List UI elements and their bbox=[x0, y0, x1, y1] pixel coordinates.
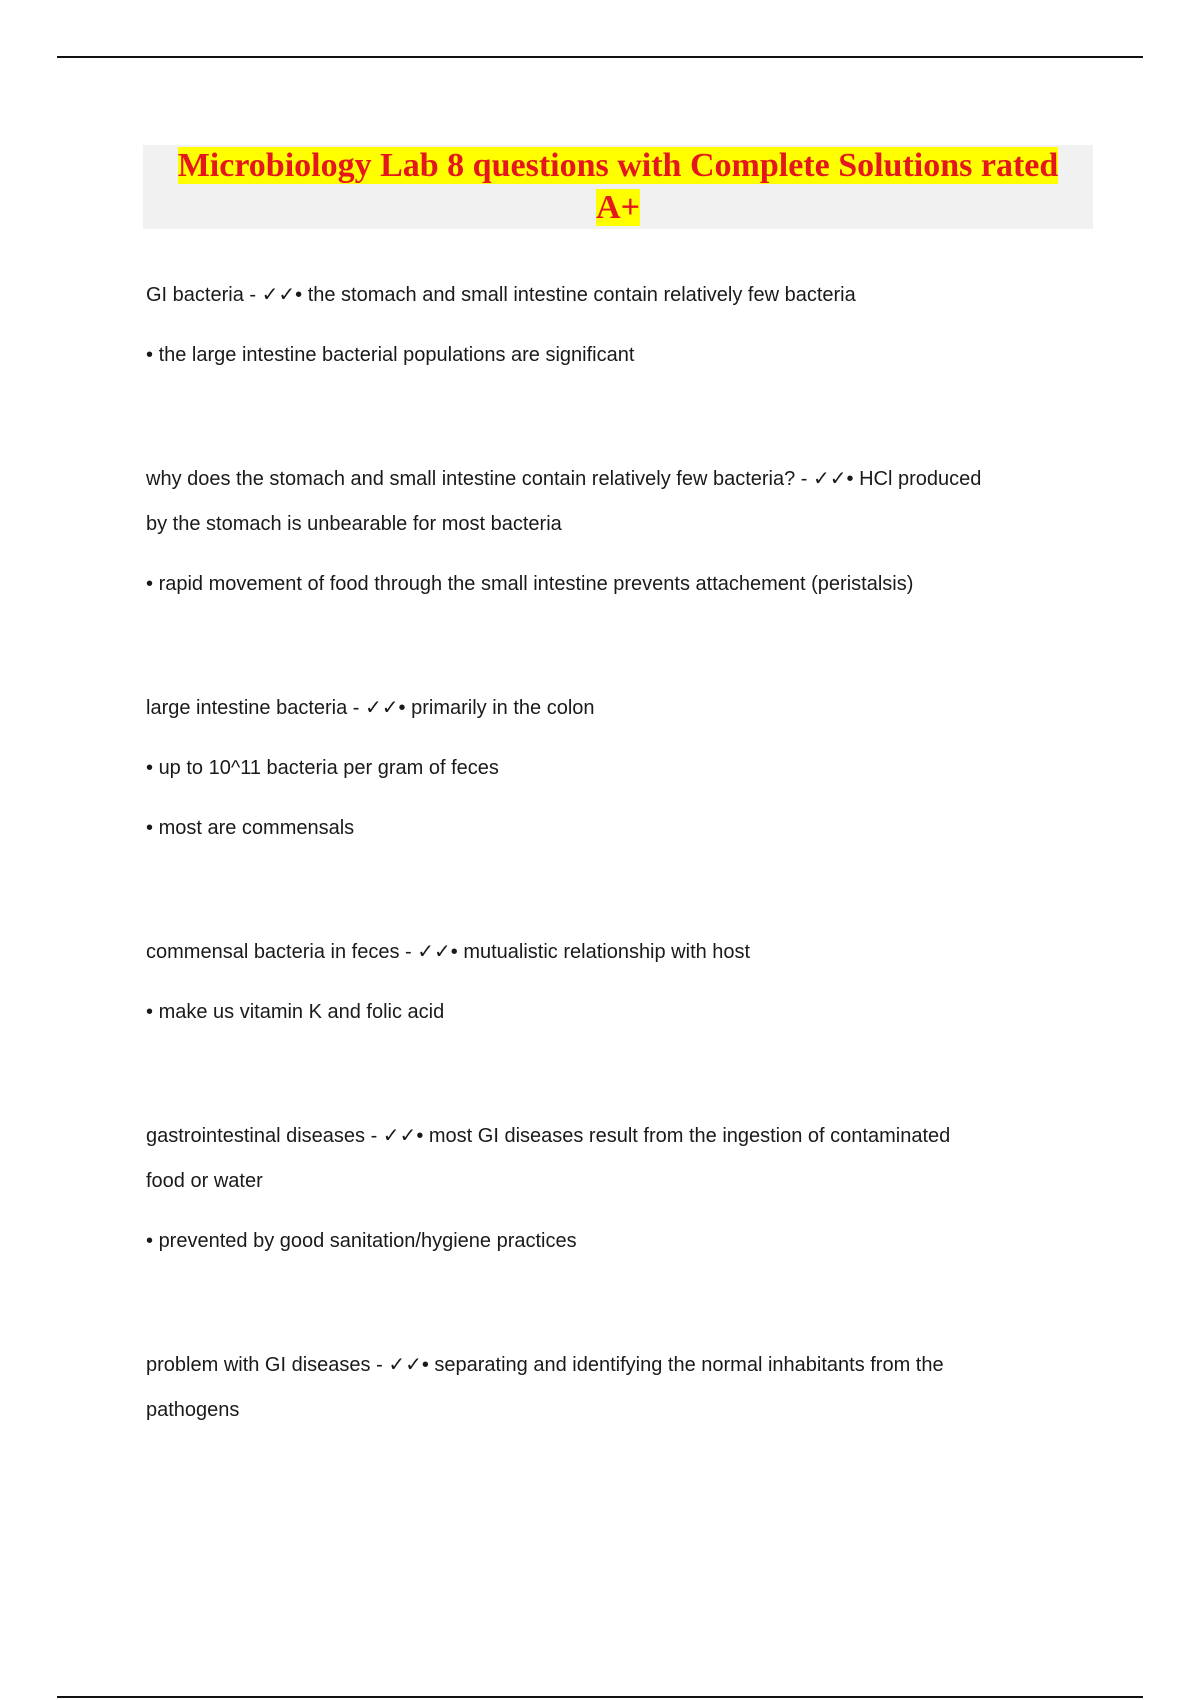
qa-term: commensal bacteria in feces bbox=[146, 941, 400, 963]
qa-bullet: • most are commensals bbox=[146, 817, 355, 839]
qa-bullet: • rapid movement of food through the small intestine prevents attachement (peristalsis) bbox=[146, 573, 914, 595]
qa-term: gastrointestinal diseases bbox=[146, 1125, 366, 1147]
qa-item bbox=[146, 929, 1096, 1035]
qa-term: GI bacteria bbox=[146, 284, 244, 306]
qa-bullet: • make us vitamin K and folic acid bbox=[146, 1001, 445, 1023]
qa-answer-continued: by the stomach is unbearable for most bacteria bbox=[146, 513, 562, 535]
qa-answer: primarily in the colon bbox=[411, 697, 595, 719]
qa-term: large intestine bacteria bbox=[146, 697, 348, 719]
qa-question-line: problem with GI diseases - ✓✓• separating and identifying the normal inhabitants from the bbox=[146, 1352, 944, 1376]
check-icon: ✓✓ bbox=[417, 939, 451, 963]
check-icon: ✓✓ bbox=[813, 466, 847, 490]
qa-question-line: GI bacteria - ✓✓• the stomach and small intestine contain relatively few bacteria bbox=[146, 282, 856, 306]
qa-item bbox=[146, 1113, 1096, 1264]
qa-item bbox=[146, 272, 1096, 378]
qa-term: why does the stomach and small intestine contain relatively few bacteria? bbox=[146, 468, 796, 490]
qa-question-line: why does the stomach and small intestine contain relatively few bacteria? - ✓✓• HCl produced bbox=[146, 466, 982, 490]
qa-item bbox=[146, 685, 1096, 851]
check-icon: ✓✓ bbox=[388, 1352, 422, 1376]
qa-answer: HCl produced bbox=[859, 468, 982, 490]
qa-answer: separating and identifying the normal inhabitants from the bbox=[434, 1354, 944, 1376]
qa-answer: mutualistic relationship with host bbox=[463, 941, 751, 963]
qa-answer: most GI diseases result from the ingestion of contaminated bbox=[428, 1125, 951, 1147]
bottom-rule bbox=[57, 1696, 1143, 1698]
top-rule bbox=[57, 56, 1143, 58]
title-line-2: A+ bbox=[596, 189, 640, 226]
qa-term: problem with GI diseases bbox=[146, 1354, 371, 1376]
check-icon: ✓✓ bbox=[261, 282, 296, 306]
check-icon: ✓✓ bbox=[365, 695, 399, 719]
qa-item bbox=[146, 456, 1096, 607]
qa-item bbox=[146, 1342, 1096, 1433]
qa-bullet: • up to 10^11 bacteria per gram of feces bbox=[146, 757, 499, 779]
qa-bullet: • prevented by good sanitation/hygiene practices bbox=[146, 1230, 577, 1252]
qa-question-line: commensal bacteria in feces - ✓✓• mutualistic relationship with host bbox=[146, 939, 751, 963]
document-title bbox=[143, 145, 1093, 229]
qa-list bbox=[146, 272, 1096, 1433]
qa-question-line: large intestine bacteria - ✓✓• primarily in the colon bbox=[146, 695, 595, 719]
qa-answer: the stomach and small intestine contain relatively few bacteria bbox=[307, 284, 856, 306]
qa-question-line: gastrointestinal diseases - ✓✓• most GI diseases result from the ingestion of contaminated bbox=[146, 1123, 951, 1147]
qa-answer-continued: food or water bbox=[146, 1170, 263, 1192]
title-line-1: Microbiology Lab 8 questions with Complete Solutions rated bbox=[177, 147, 1059, 184]
qa-answer-continued: pathogens bbox=[146, 1399, 240, 1421]
qa-bullet: • the large intestine bacterial populations are significant bbox=[146, 344, 635, 366]
check-icon: ✓✓ bbox=[382, 1123, 417, 1147]
